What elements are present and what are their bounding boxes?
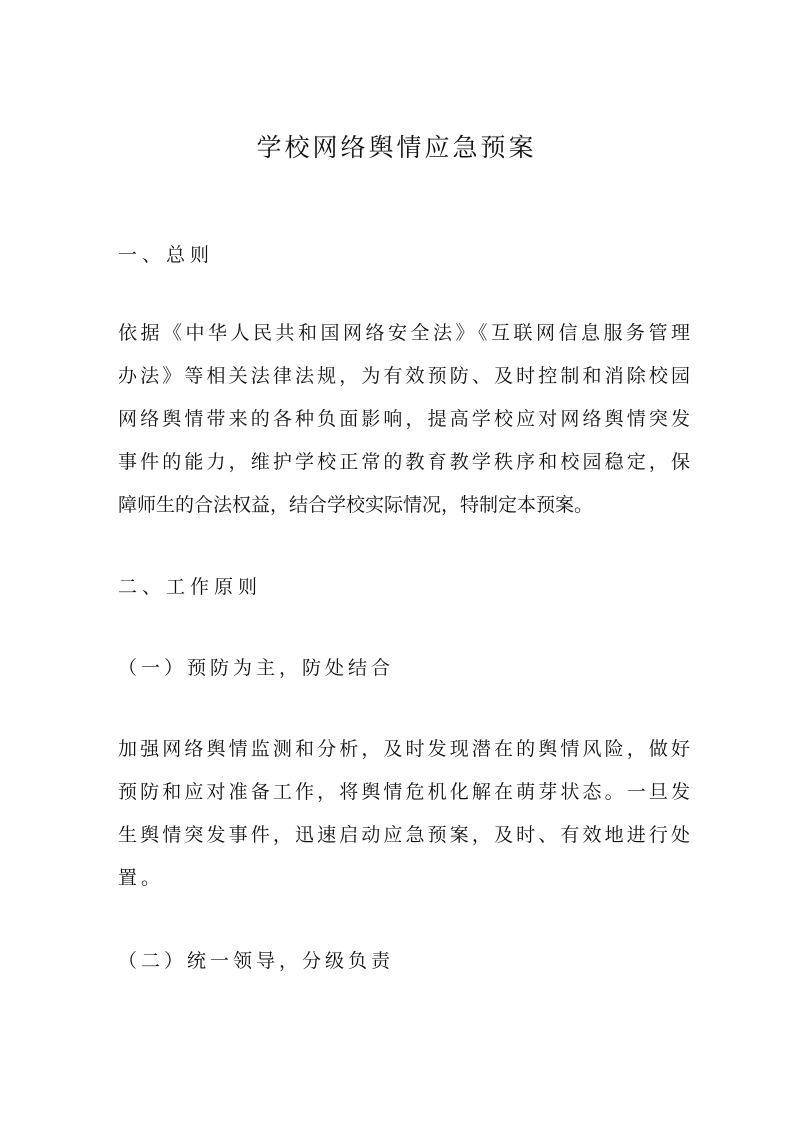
paragraph-line: 依据《中华人民共和国网络安全法》《互联网信息服务管理 — [118, 322, 690, 344]
paragraph-line: 障师生的合法权益，结合学校实际情况，特制定本预案。 — [118, 494, 594, 516]
paragraph-line: 加强网络舆情监测和分析，及时发现潜在的舆情风险，做好 — [118, 738, 690, 760]
paragraph-line: 置。 — [118, 867, 165, 889]
section-heading-general: 一、总则 — [118, 244, 215, 266]
paragraph-line: 生舆情突发事件，迅速启动应急预案，及时、有效地进行处 — [118, 824, 690, 846]
subsection-heading-prevention: （一）预防为主，防处结合 — [118, 657, 395, 679]
subsection-heading-leadership: （二）统一领导，分级负责 — [118, 950, 395, 972]
section-heading-principles: 二、工作原则 — [118, 576, 263, 598]
paragraph-line: 办法》等相关法律法规，为有效预防、及时控制和消除校园 — [118, 365, 690, 387]
paragraph-line: 网络舆情带来的各种负面影响，提高学校应对网络舆情突发 — [118, 408, 690, 430]
paragraph-line: 预防和应对准备工作，将舆情危机化解在萌芽状态。一旦发 — [118, 781, 690, 803]
paragraph-line: 事件的能力，维护学校正常的教育教学秩序和校园稳定，保 — [118, 451, 690, 473]
document-title: 学校网络舆情应急预案 — [256, 133, 537, 162]
